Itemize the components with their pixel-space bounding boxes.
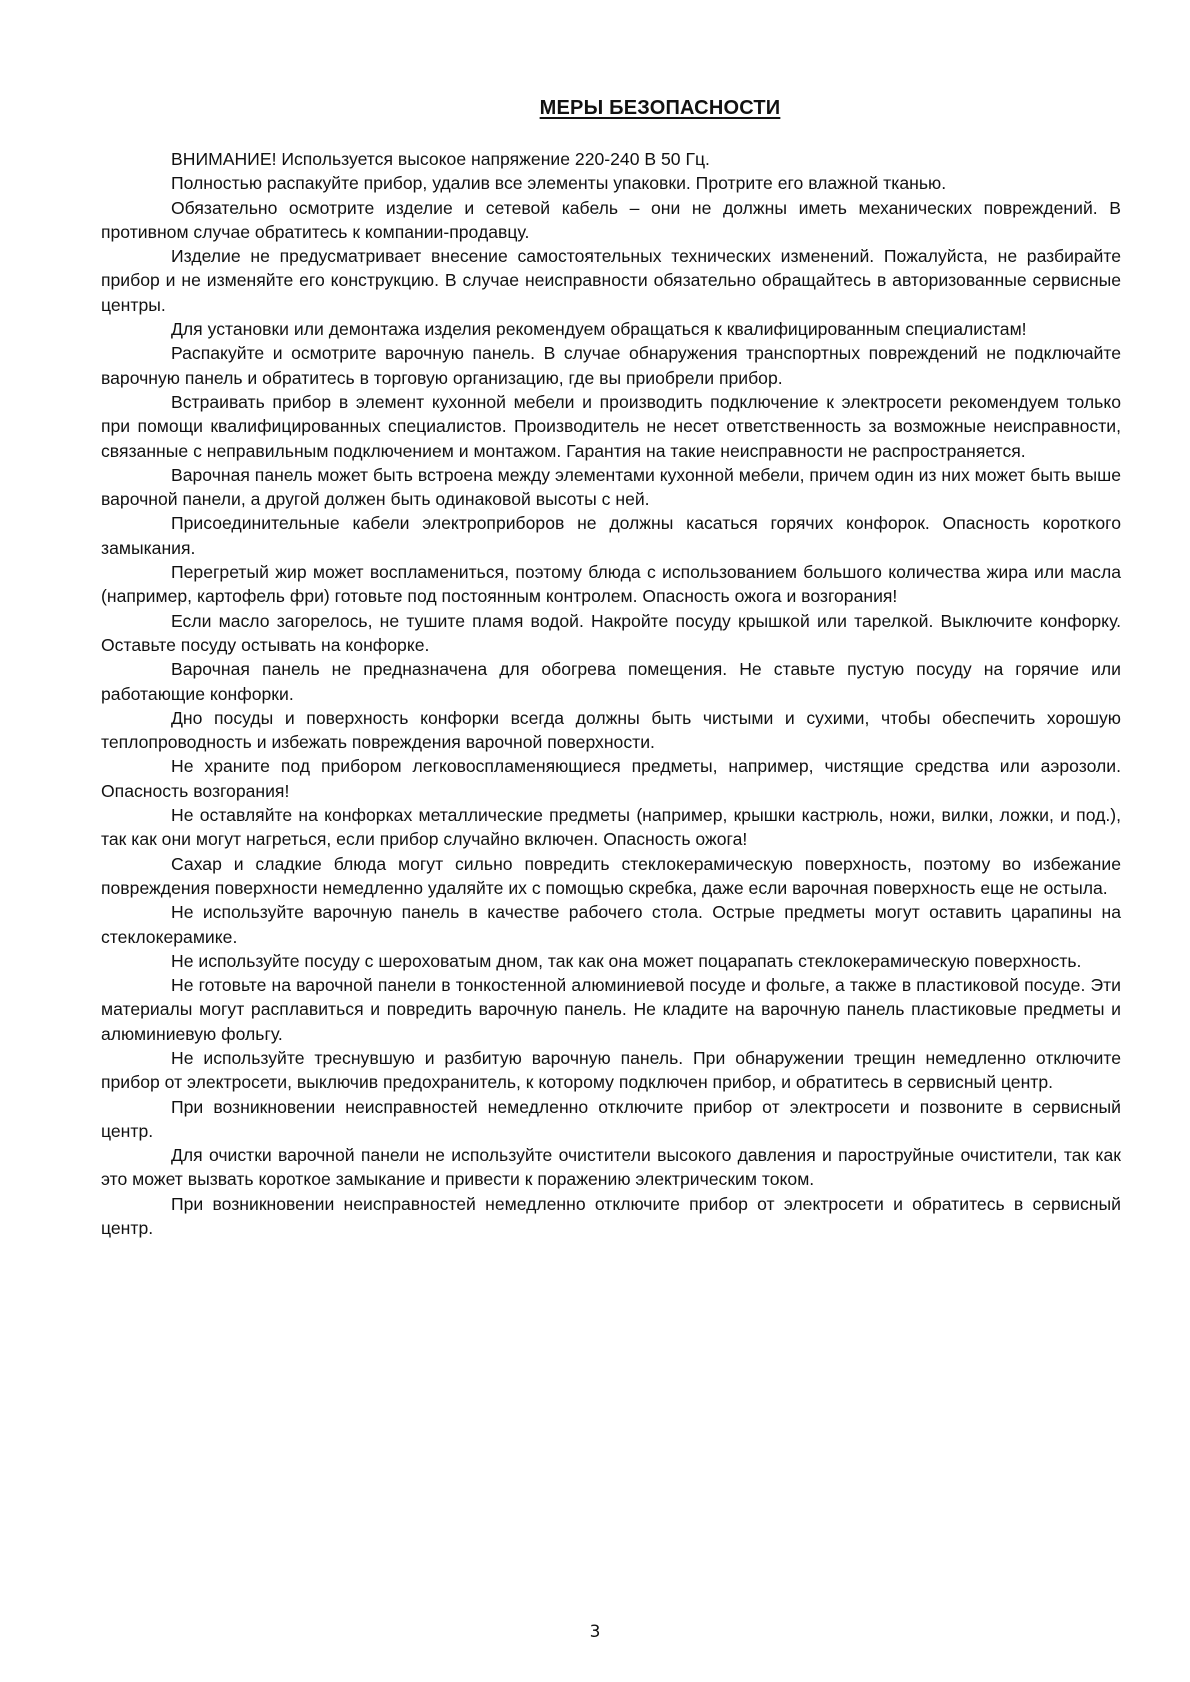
paragraph: Изделие не предусматривает внесение самостоятельных технических изменений. Пожалуйста, не разбирайте прибор и не изменяйте его конструкцию. В случае неисправности обязательно обращайтесь в авторизованные сервисные центры. xyxy=(101,246,1121,315)
paragraph: Не используйте варочную панель в качестве рабочего стола. Острые предметы могут оставить царапины на стеклокерамике. xyxy=(101,902,1121,947)
page-number: 3 xyxy=(589,1622,601,1642)
paragraph: ВНИМАНИЕ! Используется высокое напряжение 220-240 В 50 Гц. xyxy=(171,149,710,169)
paragraph: При возникновении неисправностей немедленно отключите прибор от электросети и позвоните в сервисный центр. xyxy=(101,1096,1121,1141)
paragraph: Полностью распакуйте прибор, удалив все элементы упаковки. Протрите его влажной тканью. xyxy=(171,173,947,194)
paragraph: Присоединительные кабели электроприборов не должны касаться горячих конфорок. Опасность короткого замыкания. xyxy=(101,513,1121,558)
paragraph: Дно посуды и поверхность конфорки всегда должны быть чистыми и сухими, чтобы обеспечить хорошую теплопроводность и избежать повреждения варочной поверхности. xyxy=(101,707,1121,753)
paragraph: Не готовьте на варочной панели в тонкостенной алюминиевой посуде и фольге, а также в пластиковой посуде. Эти материалы могут расплавиться и повредить варочную панель. Не кладите на варочную панель пластиковые предметы и алюминиевую фольгу. xyxy=(101,975,1121,1044)
paragraph: Встраивать прибор в элемент кухонной мебели и производить подключение к электросети рекомендуем только при помощи квалифицированных специалистов. Производитель не несет ответственность за возможные неисправности, связанные с неправильным подключением и монтажом. Гарантия на такие неисправности не распространяется. xyxy=(101,391,1121,461)
paragraph: Для очистки варочной панели не используйте очистители высокого давления и пароструйные очистители, так как это может вызвать короткое замыкание и привести к поражению электрическим током. xyxy=(101,1145,1121,1190)
paragraph: Варочная панель может быть встроена между элементами кухонной мебели, причем один из них может быть выше варочной панели, а другой должен быть одинаковой высоты с ней. xyxy=(101,464,1121,510)
paragraph: Не храните под прибором легковоспламеняющиеся предметы, например, чистящие средства или аэрозоли. Опасность возгорания! xyxy=(101,756,1121,801)
paragraph: Сахар и сладкие блюда могут сильно повредить стеклокерамическую поверхность, поэтому во избежание повреждения поверхности немедленно удаляйте их с помощью скребка, даже если варочная поверхность еще не остыла. xyxy=(101,853,1121,898)
paragraph: Не используйте треснувшую и разбитую варочную панель. При обнаружении трещин немедленно отключите прибор от электросети, выключив предохранитель, к которому подключен прибор, и обратитесь в сервисный центр. xyxy=(101,1047,1121,1093)
paragraph: Перегретый жир может воспламениться, поэтому блюда с использованием большого количества жира или масла (например, картофель фри) готовьте под постоянным контролем. Опасность ожога и возгорания! xyxy=(101,562,1121,607)
safety-text-body xyxy=(101,147,1121,1240)
paragraph: Не используйте посуду с шероховатым дном, так как она может поцарапать стеклокерамическую поверхность. xyxy=(171,950,1082,971)
paragraph: Для установки или демонтажа изделия рекомендуем обращаться к квалифицированным специалистам! xyxy=(171,319,1027,340)
paragraph: Варочная панель не предназначена для обогрева помещения. Не ставьте пустую посуду на горячие или работающие конфорки. xyxy=(101,659,1121,704)
paragraph: Не оставляйте на конфорках металлические предметы (например, крышки кастрюль, ножи, вилки, ложки, и под.), так как они могут нагреться, если прибор случайно включен. Опасность ожога! xyxy=(101,805,1121,850)
paragraph: Если масло загорелось, не тушите пламя водой. Накройте посуду крышкой или тарелкой. Выключите конфорку. Оставьте посуду остывать на конфорке. xyxy=(101,610,1121,655)
paragraph: При возникновении неисправностей немедленно отключите прибор от электросети и обратитесь в сервисный центр. xyxy=(101,1193,1121,1239)
page-title: МЕРЫ БЕЗОПАСНОСТИ xyxy=(539,97,781,119)
paragraph: Распакуйте и осмотрите варочную панель. В случае обнаружения транспортных повреждений не подключайте варочную панель и обратитесь в торговую организацию, где вы приобрели прибор. xyxy=(101,343,1121,388)
paragraph: Обязательно осмотрите изделие и сетевой кабель – они не должны иметь механических повреждений. В противном случае обратитесь к компании-продавцу. xyxy=(101,197,1121,242)
